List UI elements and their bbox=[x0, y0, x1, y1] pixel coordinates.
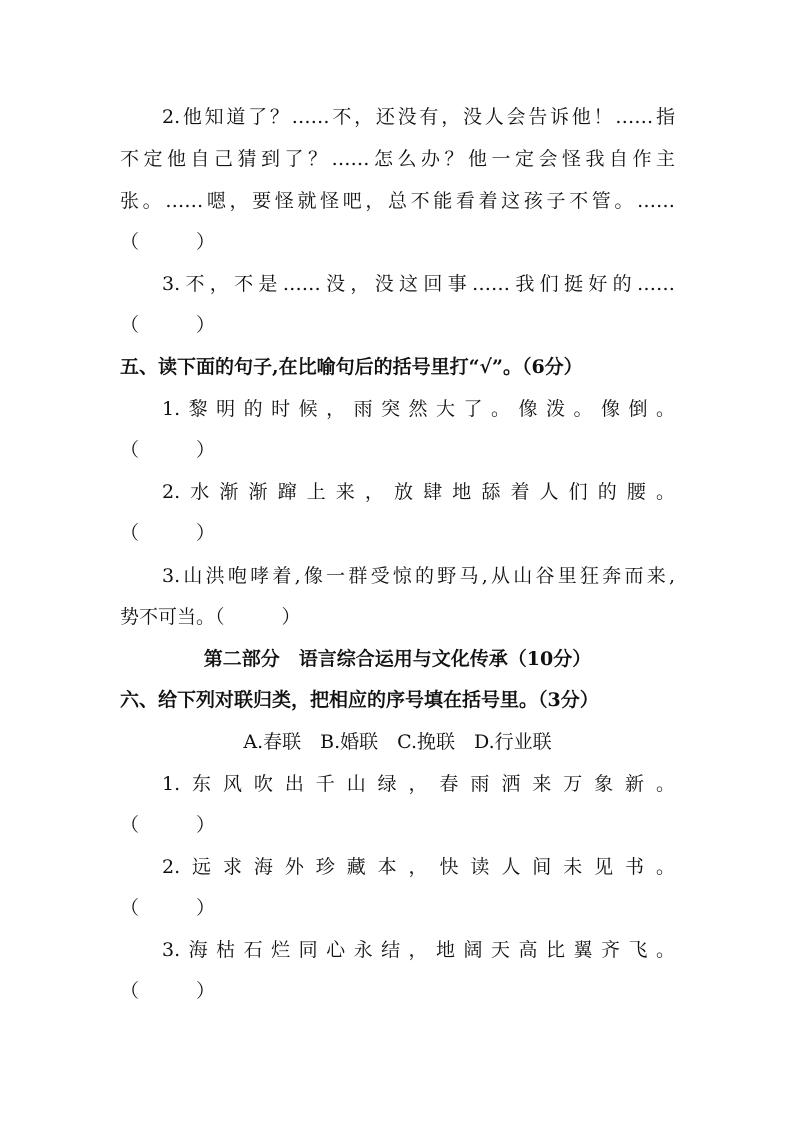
s5-q3-line-1: 3.山洪咆哮着,像一群受惊的野马,从山谷里狂奔而来, bbox=[162, 565, 675, 587]
s4-q2-answer-blank[interactable]: （ ） bbox=[120, 231, 216, 253]
part2-heading: 第二部分 语言综合运用与文化传承（10分） bbox=[203, 648, 592, 670]
s5-q1: 1.黎明的时候，雨突然大了。像泼。像倒。 bbox=[162, 398, 675, 420]
s4-q3-line: 3.不，不是……没，没这回事……我们挺好的…… bbox=[162, 273, 675, 295]
s5-q2-answer-blank[interactable]: （ ） bbox=[120, 522, 216, 544]
s4-q3-answer-blank[interactable]: （ ） bbox=[120, 314, 216, 336]
section6-heading: 六、给下列对联归类，把相应的序号填在括号里。（3分） bbox=[120, 689, 599, 711]
s6-q1-answer-blank[interactable]: （ ） bbox=[120, 814, 216, 836]
s4-q2-line-1: 2.他知道了？……不，还没有，没人会告诉他！……指 bbox=[162, 106, 675, 128]
s6-q3: 3.海枯石烂同心永结，地阔天高比翼齐飞。 bbox=[162, 939, 675, 961]
s4-q2-line-3: 张。……嗯，要怪就怪吧，总不能看着这孩子不管。…… bbox=[120, 190, 675, 212]
s6-q1: 1.东风吹出千山绿，春雨洒来万象新。 bbox=[162, 773, 675, 795]
section5-heading: 五、读下面的句子,在比喻句后的括号里打“√”。（6分） bbox=[120, 356, 583, 378]
s6-q2-answer-blank[interactable]: （ ） bbox=[120, 897, 216, 919]
s6-q2: 2.远求海外珍藏本，快读人间未见书。 bbox=[162, 856, 675, 878]
s6-options: A.春联 B.婚联 C.挽联 D.行业联 bbox=[243, 731, 552, 753]
s5-q3-line-2: 势不可当。（ ） bbox=[120, 606, 301, 628]
s5-q2: 2.水渐渐蹿上来，放肆地舔着人们的腰。 bbox=[162, 481, 675, 503]
s4-q2-line-2: 不定他自己猜到了？……怎么办？他一定会怪我自作主 bbox=[120, 148, 675, 170]
s5-q1-answer-blank[interactable]: （ ） bbox=[120, 439, 216, 461]
s6-q3-answer-blank[interactable]: （ ） bbox=[120, 980, 216, 1002]
